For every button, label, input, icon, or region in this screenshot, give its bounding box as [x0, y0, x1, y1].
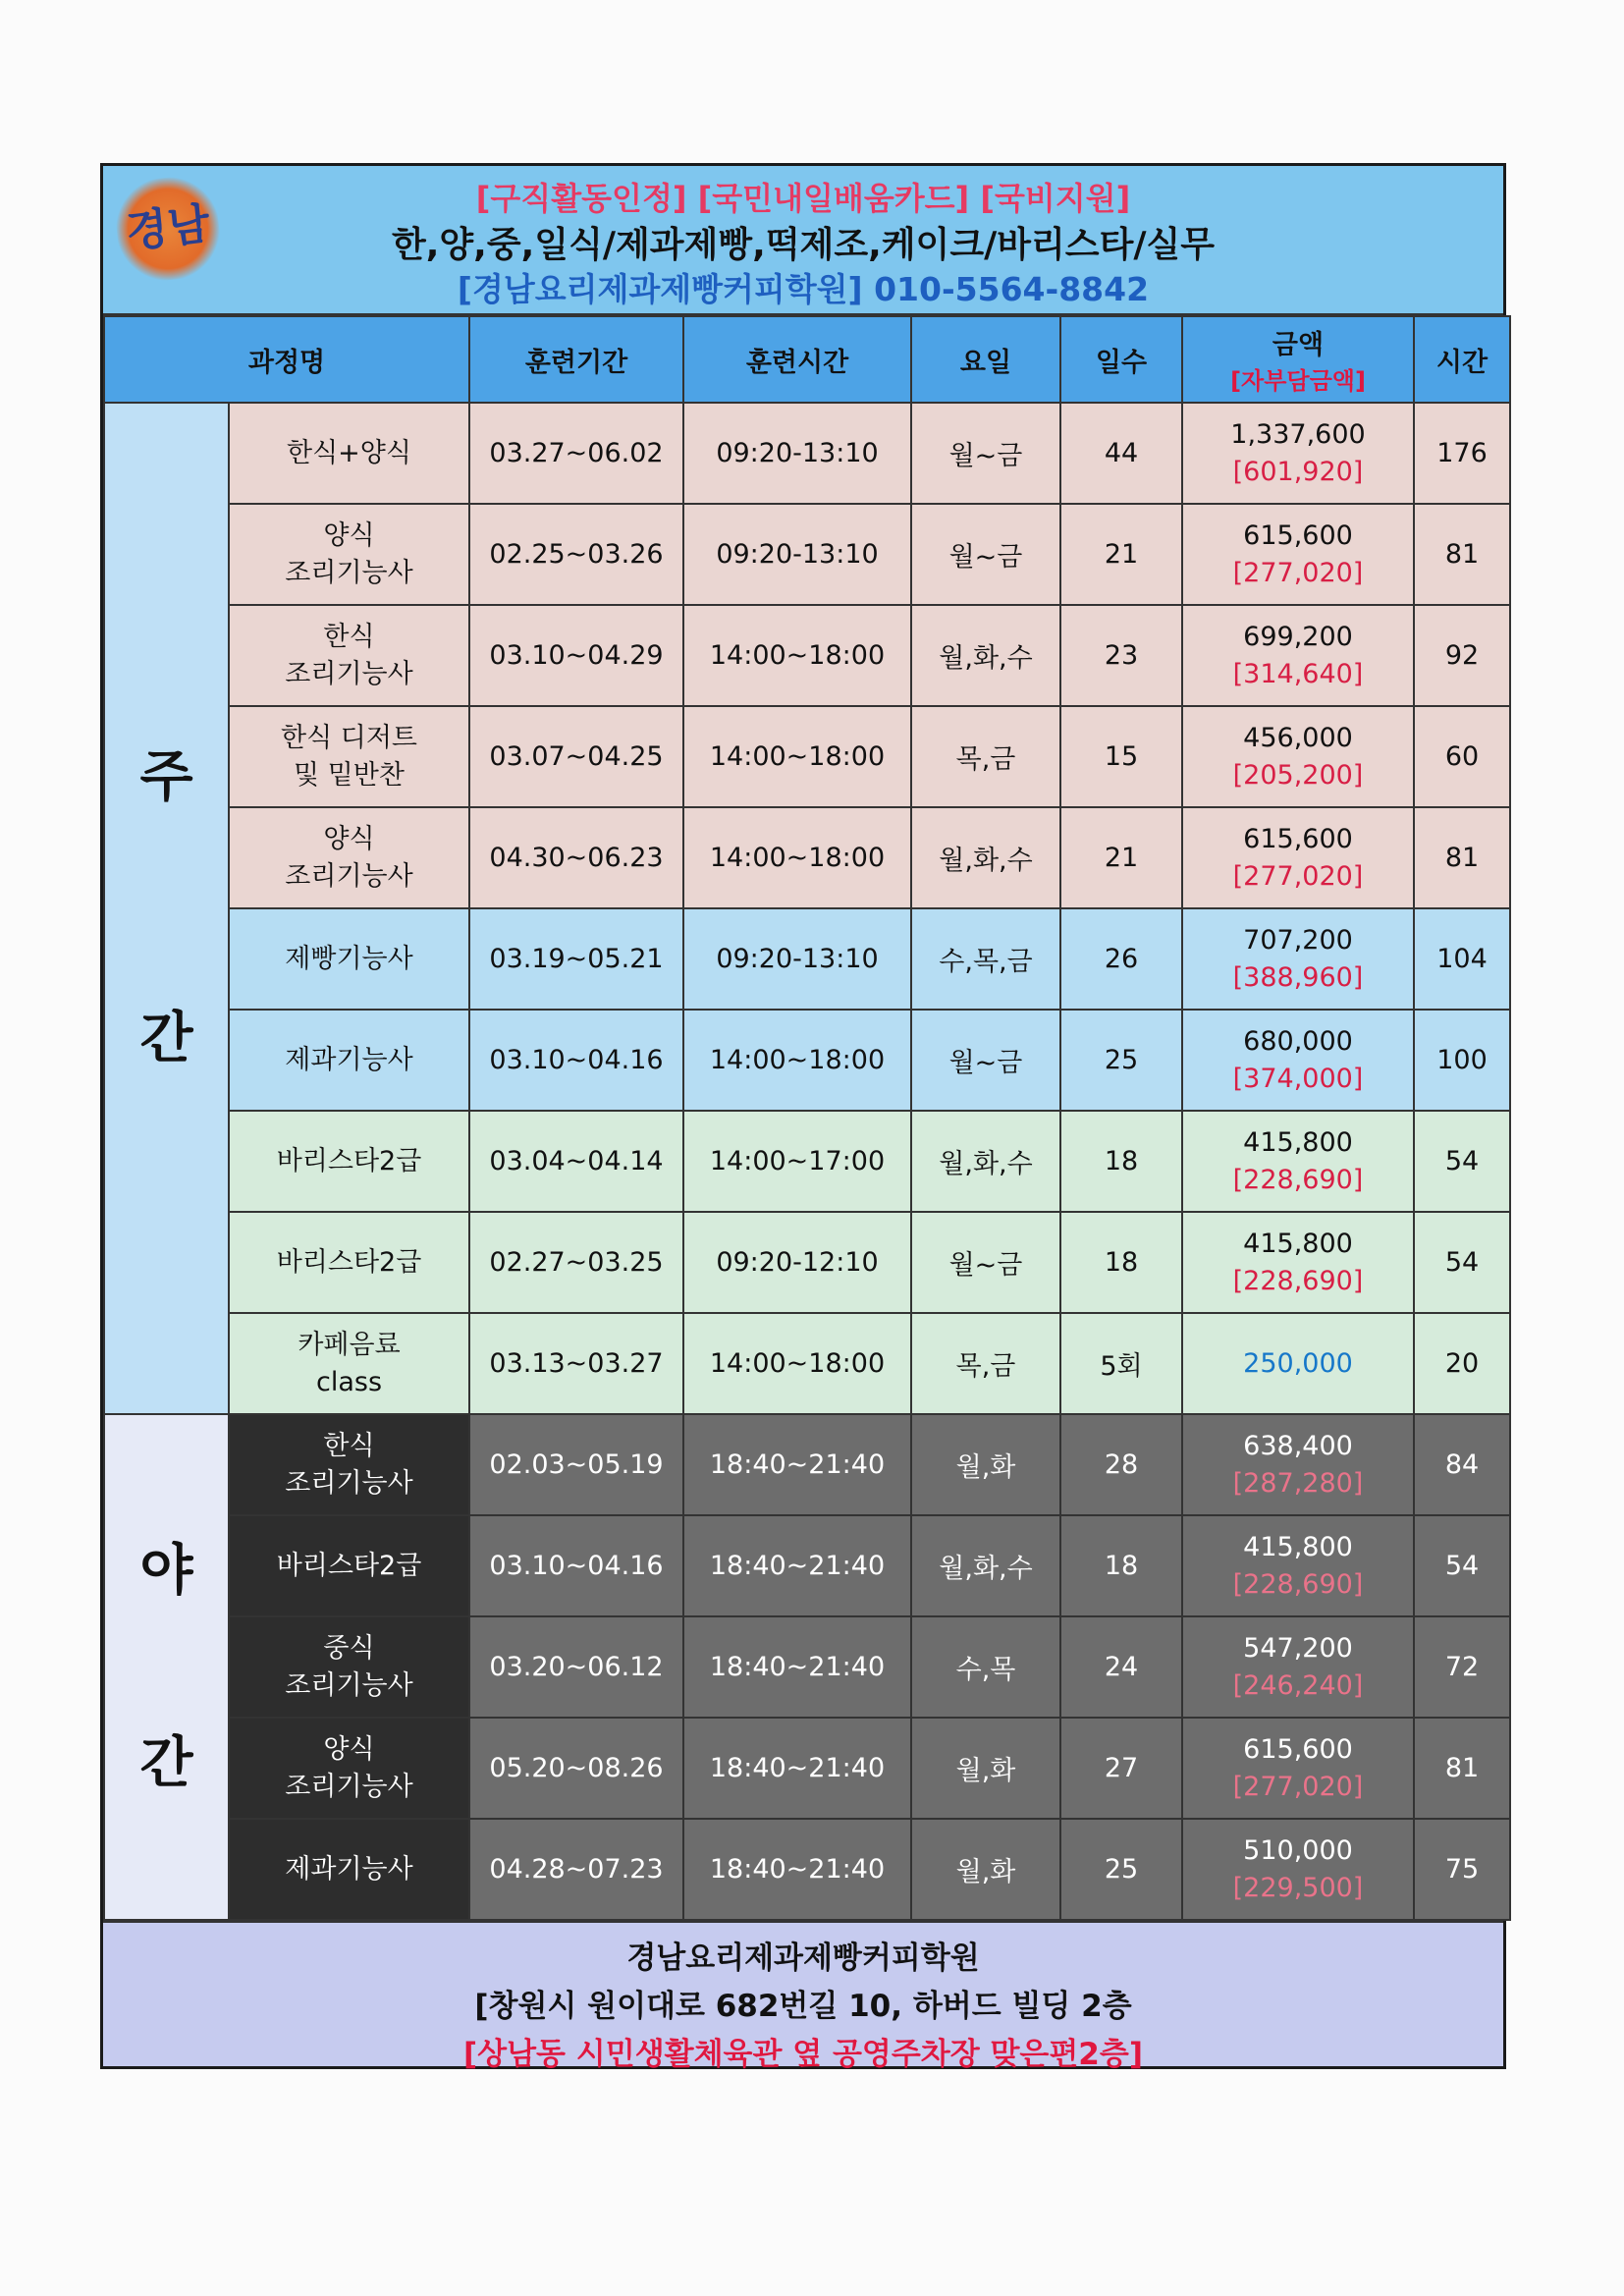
training-period: 05.20~08.26	[469, 1718, 683, 1819]
table-row	[104, 807, 1510, 908]
day-count: 44	[1060, 403, 1182, 504]
training-time: 09:20-13:10	[683, 908, 911, 1010]
price-total: 415,800	[1243, 1531, 1353, 1562]
day-count: 24	[1060, 1616, 1182, 1718]
weekdays: 월~금	[911, 504, 1060, 605]
training-period: 02.25~03.26	[469, 504, 683, 605]
hours: 84	[1414, 1414, 1510, 1515]
day-count: 25	[1060, 1010, 1182, 1111]
price-total: 547,200	[1243, 1632, 1353, 1664]
course-name-line: 양식	[323, 519, 375, 551]
training-time: 18:40~21:40	[683, 1414, 911, 1515]
hours: 54	[1414, 1111, 1510, 1212]
training-period: 03.10~04.29	[469, 605, 683, 706]
course-name-line: 조리기능사	[285, 1467, 413, 1499]
training-period: 04.30~06.23	[469, 807, 683, 908]
day-count: 25	[1060, 1819, 1182, 1920]
price	[1182, 706, 1414, 807]
course-name-line: 조리기능사	[285, 860, 413, 892]
course-name-line: 조리기능사	[285, 1669, 413, 1701]
course-name-line: 바리스타2급	[276, 1550, 422, 1581]
price	[1182, 1111, 1414, 1212]
course-name	[229, 1313, 469, 1414]
price-total: 615,600	[1243, 823, 1353, 854]
table-row	[104, 1616, 1510, 1718]
price-total: 638,400	[1243, 1430, 1353, 1461]
day-count: 28	[1060, 1414, 1182, 1515]
training-period: 04.28~07.23	[469, 1819, 683, 1920]
course-name	[229, 1414, 469, 1515]
price-self-pay: [314,640]	[1232, 658, 1364, 689]
day-count: 18	[1060, 1212, 1182, 1313]
training-time: 09:20-12:10	[683, 1212, 911, 1313]
course-name	[229, 1718, 469, 1819]
table-row	[104, 1313, 1510, 1414]
training-time: 18:40~21:40	[683, 1616, 911, 1718]
header-courses: 한,양,중,일식/제과제빵,떡제조,케이크/바리스타/실무	[391, 225, 1216, 265]
price-self-pay: [374,000]	[1232, 1063, 1364, 1094]
section-char: 간	[139, 1730, 193, 1795]
weekdays: 목,금	[911, 706, 1060, 807]
weekdays: 수,목	[911, 1616, 1060, 1718]
footer-address-line: [창원시 원이대로 682번길 10, 하버드 빌딩 2층	[474, 1989, 1132, 2024]
col-hours: 시간	[1414, 316, 1510, 403]
training-period: 03.07~04.25	[469, 706, 683, 807]
price	[1182, 1515, 1414, 1616]
course-name-line: class	[315, 1366, 383, 1397]
academy-logo: 경남	[112, 173, 224, 285]
price-total: 699,200	[1243, 621, 1353, 652]
footer-academy-name: 경남요리제과제빵커피학원	[626, 1941, 980, 1976]
price	[1182, 403, 1414, 504]
course-name-line: 조리기능사	[285, 1771, 413, 1802]
weekdays: 월,화	[911, 1819, 1060, 1920]
day-count: 23	[1060, 605, 1182, 706]
weekdays: 월,화,수	[911, 807, 1060, 908]
price-self-pay: [246,240]	[1232, 1669, 1364, 1701]
price	[1182, 1313, 1414, 1414]
price-self-pay: [228,690]	[1232, 1568, 1364, 1600]
course-name	[229, 1212, 469, 1313]
price	[1182, 504, 1414, 605]
hours: 176	[1414, 403, 1510, 504]
day-count: 15	[1060, 706, 1182, 807]
price	[1182, 1212, 1414, 1313]
table-header	[104, 316, 1510, 403]
hours: 54	[1414, 1212, 1510, 1313]
training-period: 03.04~04.14	[469, 1111, 683, 1212]
weekdays: 월~금	[911, 1212, 1060, 1313]
weekdays: 월,화,수	[911, 1515, 1060, 1616]
course-name	[229, 504, 469, 605]
training-period: 03.10~04.16	[469, 1010, 683, 1111]
course-name	[229, 1515, 469, 1616]
price	[1182, 1718, 1414, 1819]
course-name-line: 양식	[323, 823, 375, 854]
price-total: 456,000	[1243, 722, 1353, 753]
training-time: 18:40~21:40	[683, 1718, 911, 1819]
training-time: 14:00~18:00	[683, 1010, 911, 1111]
hours: 72	[1414, 1616, 1510, 1718]
header-contact: [경남요리제과제빵커피학원] 010-5564-8842	[457, 270, 1150, 308]
training-time: 18:40~21:40	[683, 1819, 911, 1920]
table-row	[104, 605, 1510, 706]
course-name-line: 바리스타2급	[276, 1145, 422, 1176]
price	[1182, 908, 1414, 1010]
training-time: 09:20-13:10	[683, 504, 911, 605]
course-name-line: 조리기능사	[285, 557, 413, 588]
table-row	[104, 908, 1510, 1010]
course-name	[229, 1819, 469, 1920]
table-row	[104, 504, 1510, 605]
header-banner	[103, 166, 1503, 315]
table-row	[104, 1010, 1510, 1111]
training-period: 03.19~05.21	[469, 908, 683, 1010]
price-total: 615,600	[1243, 519, 1353, 551]
course-name	[229, 403, 469, 504]
course-name-line: 및 밑반찬	[294, 759, 405, 791]
header-tagline: [구직활동인정] [국민내일배움카드] [국비지원]	[475, 180, 1131, 217]
day-count: 21	[1060, 504, 1182, 605]
table-row	[104, 1111, 1510, 1212]
course-name	[229, 807, 469, 908]
course-name	[229, 1111, 469, 1212]
course-name-line: 제빵기능사	[285, 943, 413, 974]
hours: 92	[1414, 605, 1510, 706]
col-period: 훈련기간	[469, 316, 683, 403]
weekdays: 월,화	[911, 1414, 1060, 1515]
training-period: 03.13~03.27	[469, 1313, 683, 1414]
weekdays: 목,금	[911, 1313, 1060, 1414]
col-days: 요일	[911, 316, 1060, 403]
course-name	[229, 1010, 469, 1111]
price-self-pay: [229,500]	[1232, 1872, 1364, 1903]
col-name: 과정명	[104, 316, 469, 403]
day-count: 21	[1060, 807, 1182, 908]
table-row	[104, 1718, 1510, 1819]
price-total: 680,000	[1243, 1025, 1353, 1057]
training-time: 14:00~18:00	[683, 1313, 911, 1414]
price	[1182, 1616, 1414, 1718]
training-time: 14:00~18:00	[683, 807, 911, 908]
day-count: 26	[1060, 908, 1182, 1010]
section-day	[104, 403, 229, 1414]
weekdays: 월,화,수	[911, 1111, 1060, 1212]
footer-location-note: [상남동 시민생활체육관 옆 공영주차장 맞은편2층]	[463, 2037, 1143, 2072]
course-name	[229, 706, 469, 807]
price-self-pay: [601,920]	[1232, 456, 1364, 487]
course-name-line: 한식+양식	[287, 437, 411, 468]
training-period: 03.27~06.02	[469, 403, 683, 504]
course-table	[103, 315, 1511, 1921]
section-char: 주	[139, 745, 193, 809]
table-row	[104, 1819, 1510, 1920]
hours: 100	[1414, 1010, 1510, 1111]
section-char: 야	[139, 1538, 193, 1603]
course-name	[229, 605, 469, 706]
price-total: 615,600	[1243, 1733, 1353, 1765]
training-time: 14:00~18:00	[683, 605, 911, 706]
price	[1182, 807, 1414, 908]
course-name-line: 바리스타2급	[276, 1246, 422, 1278]
course-name-line: 한식 디저트	[281, 722, 417, 753]
course-name-line: 한식	[323, 621, 375, 652]
section-char: 간	[139, 1007, 193, 1070]
course-name-line: 제과기능사	[285, 1044, 413, 1075]
price	[1182, 605, 1414, 706]
price-self-pay: [228,690]	[1232, 1265, 1364, 1296]
training-period: 03.20~06.12	[469, 1616, 683, 1718]
course-name-line: 한식	[323, 1430, 375, 1461]
course-name-line: 중식	[323, 1632, 375, 1664]
day-count: 5회	[1060, 1313, 1182, 1414]
price-self-pay: [228,690]	[1232, 1164, 1364, 1195]
price-total: 707,200	[1243, 924, 1353, 956]
hours: 60	[1414, 706, 1510, 807]
price-self-pay: [388,960]	[1232, 961, 1364, 993]
price-self-pay: [277,020]	[1232, 1771, 1364, 1802]
training-time: 09:20-13:10	[683, 403, 911, 504]
hours: 54	[1414, 1515, 1510, 1616]
weekdays: 수,목,금	[911, 908, 1060, 1010]
price	[1182, 1414, 1414, 1515]
hours: 81	[1414, 1718, 1510, 1819]
course-name-line: 양식	[323, 1733, 375, 1765]
course-name-line: 제과기능사	[285, 1853, 413, 1885]
price-total: 1,337,600	[1230, 418, 1366, 450]
course-name-line: 조리기능사	[285, 658, 413, 689]
table-row	[104, 706, 1510, 807]
training-period: 02.27~03.25	[469, 1212, 683, 1313]
price-self-pay: [277,020]	[1232, 557, 1364, 588]
col-count: 일수	[1060, 316, 1182, 403]
weekdays: 월~금	[911, 403, 1060, 504]
price-self-pay: [205,200]	[1232, 759, 1364, 791]
day-count: 18	[1060, 1515, 1182, 1616]
training-time: 18:40~21:40	[683, 1515, 911, 1616]
price-total: 415,800	[1243, 1126, 1353, 1158]
weekdays: 월~금	[911, 1010, 1060, 1111]
col-price: 금액 [자부담금액]	[1182, 316, 1414, 403]
price-total: 250,000	[1243, 1347, 1353, 1379]
price-total: 415,800	[1243, 1228, 1353, 1259]
hours: 81	[1414, 504, 1510, 605]
footer-address	[103, 1921, 1503, 2072]
price-total: 510,000	[1243, 1834, 1353, 1866]
training-time: 14:00~17:00	[683, 1111, 911, 1212]
schedule-sheet	[100, 163, 1506, 2072]
hours: 81	[1414, 807, 1510, 908]
section-night	[104, 1414, 229, 1920]
day-count: 18	[1060, 1111, 1182, 1212]
training-period: 02.03~05.19	[469, 1414, 683, 1515]
day-count: 27	[1060, 1718, 1182, 1819]
training-period: 03.10~04.16	[469, 1515, 683, 1616]
table-row	[104, 1414, 1510, 1515]
col-time: 훈련시간	[683, 316, 911, 403]
price-self-pay: [287,280]	[1232, 1467, 1364, 1499]
hours: 104	[1414, 908, 1510, 1010]
course-name	[229, 908, 469, 1010]
course-name-line: 카페음료	[298, 1329, 401, 1360]
price-self-pay: [277,020]	[1232, 860, 1364, 892]
table-row	[104, 403, 1510, 504]
price	[1182, 1819, 1414, 1920]
table-row	[104, 1515, 1510, 1616]
table-row	[104, 1212, 1510, 1313]
weekdays: 월,화	[911, 1718, 1060, 1819]
course-name	[229, 1616, 469, 1718]
training-time: 14:00~18:00	[683, 706, 911, 807]
price	[1182, 1010, 1414, 1111]
hours: 75	[1414, 1819, 1510, 1920]
hours: 20	[1414, 1313, 1510, 1414]
weekdays: 월,화,수	[911, 605, 1060, 706]
